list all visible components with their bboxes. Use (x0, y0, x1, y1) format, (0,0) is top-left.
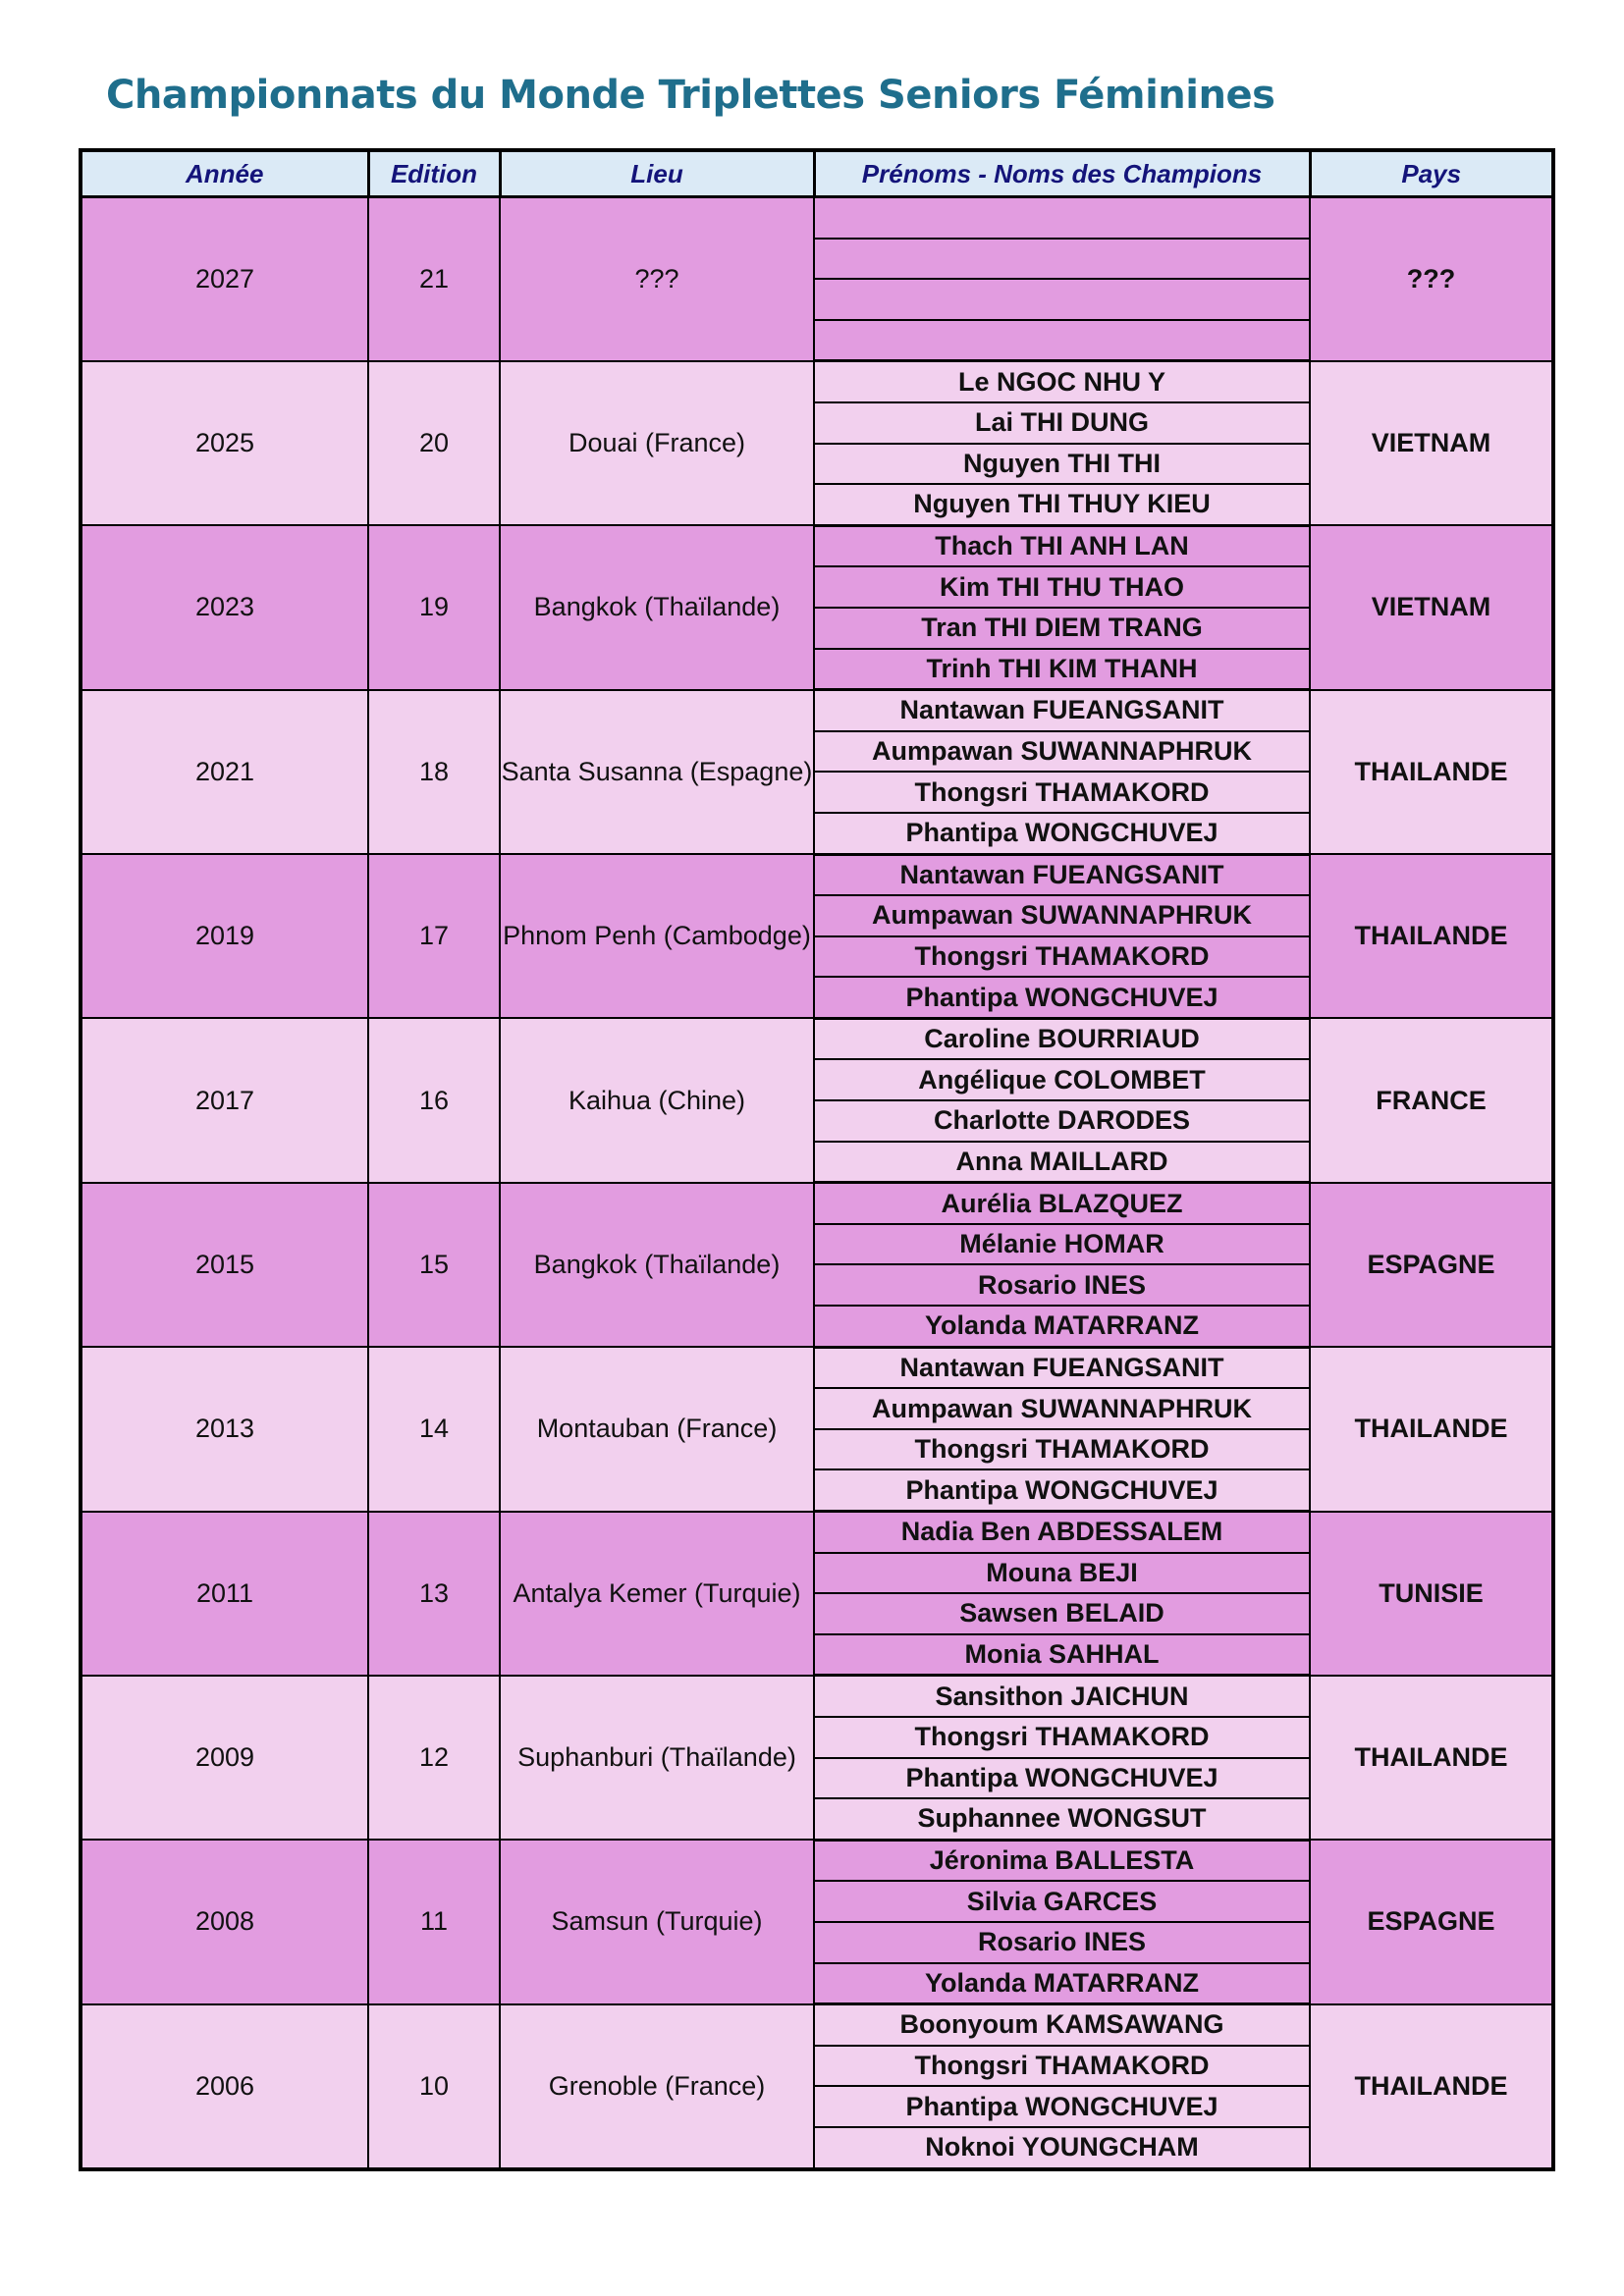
champion-name-cell (814, 320, 1310, 361)
champion-name-cell: Aumpawan SUWANNAPHRUK (814, 1388, 1310, 1429)
place-cell: Santa Susanna (Espagne) (500, 690, 814, 854)
champion-name-cell: Caroline BOURRIAUD (814, 1018, 1310, 1059)
champion-name-cell: Mouna BEJI (814, 1553, 1310, 1594)
year-cell: 2009 (81, 1676, 368, 1840)
year-cell: 2025 (81, 361, 368, 525)
year-cell: 2015 (81, 1183, 368, 1347)
champion-name-cell: Thongsri THAMAKORD (814, 1429, 1310, 1470)
champion-name-cell: Thongsri THAMAKORD (814, 2046, 1310, 2087)
edition-cell: 18 (368, 690, 500, 854)
header-place: Lieu (500, 150, 814, 197)
year-cell: 2006 (81, 2004, 368, 2169)
champion-name-cell: Noknoi YOUNGCHAM (814, 2127, 1310, 2169)
champion-name-cell: Boonyoum KAMSAWANG (814, 2004, 1310, 2046)
edition-cell: 21 (368, 197, 500, 361)
year-cell: 2008 (81, 1840, 368, 2003)
champion-name-cell: Rosario INES (814, 1922, 1310, 1963)
table-row (81, 2004, 1553, 2046)
country-cell: THAILANDE (1310, 1347, 1553, 1511)
champion-name-cell (814, 279, 1310, 320)
edition-cell: 20 (368, 361, 500, 525)
champion-name-cell: Nantawan FUEANGSANIT (814, 1347, 1310, 1388)
country-cell: FRANCE (1310, 1018, 1553, 1182)
header-row (81, 150, 1553, 197)
place-cell: Phnom Penh (Cambodge) (500, 854, 814, 1018)
champion-name-cell: Nguyen THI THUY KIEU (814, 484, 1310, 525)
champion-name-cell: Yolanda MATARRANZ (814, 1963, 1310, 2004)
champion-name-cell (814, 197, 1310, 239)
table-row (81, 1840, 1553, 1881)
year-cell: 2013 (81, 1347, 368, 1511)
champion-name-cell (814, 239, 1310, 280)
champion-name-cell: Phantipa WONGCHUVEJ (814, 2086, 1310, 2127)
champion-name-cell: Rosario INES (814, 1264, 1310, 1306)
champion-name-cell: Angélique COLOMBET (814, 1059, 1310, 1100)
table-body (81, 197, 1553, 2169)
place-cell: Douai (France) (500, 361, 814, 525)
champion-name-cell: Yolanda MATARRANZ (814, 1306, 1310, 1347)
edition-cell: 17 (368, 854, 500, 1018)
place-cell: ??? (500, 197, 814, 361)
table-row (81, 1347, 1553, 1388)
champions-table (79, 148, 1555, 2171)
country-cell: ESPAGNE (1310, 1840, 1553, 2003)
champion-name-cell: Silvia GARCES (814, 1881, 1310, 1922)
champion-name-cell: Tran THI DIEM TRANG (814, 608, 1310, 649)
country-cell: THAILANDE (1310, 854, 1553, 1018)
champion-name-cell: Thongsri THAMAKORD (814, 936, 1310, 978)
year-cell: 2019 (81, 854, 368, 1018)
table-row (81, 1018, 1553, 1059)
champion-name-cell: Jéronima BALLESTA (814, 1840, 1310, 1881)
edition-cell: 11 (368, 1840, 500, 2003)
edition-cell: 10 (368, 2004, 500, 2169)
table-row (81, 690, 1553, 731)
header-year: Année (81, 150, 368, 197)
champion-name-cell: Phantipa WONGCHUVEJ (814, 1758, 1310, 1799)
champion-name-cell: Thongsri THAMAKORD (814, 1717, 1310, 1758)
champion-name-cell: Nantawan FUEANGSANIT (814, 854, 1310, 895)
champion-name-cell: Thongsri THAMAKORD (814, 772, 1310, 813)
edition-cell: 12 (368, 1676, 500, 1840)
champion-name-cell: Thach THI ANH LAN (814, 525, 1310, 566)
country-cell: VIETNAM (1310, 361, 1553, 525)
edition-cell: 15 (368, 1183, 500, 1347)
champion-name-cell: Trinh THI KIM THANH (814, 649, 1310, 690)
champion-name-cell: Nantawan FUEANGSANIT (814, 690, 1310, 731)
country-cell: THAILANDE (1310, 2004, 1553, 2169)
champion-name-cell: Le NGOC NHU Y (814, 361, 1310, 402)
year-cell: 2021 (81, 690, 368, 854)
country-cell: THAILANDE (1310, 1676, 1553, 1840)
place-cell: Kaihua (Chine) (500, 1018, 814, 1182)
table-row (81, 1183, 1553, 1224)
champion-name-cell: Lai THI DUNG (814, 402, 1310, 444)
country-cell: VIETNAM (1310, 525, 1553, 689)
champion-name-cell: Phantipa WONGCHUVEJ (814, 1469, 1310, 1511)
place-cell: Samsun (Turquie) (500, 1840, 814, 2003)
header-edition: Edition (368, 150, 500, 197)
country-cell: ??? (1310, 197, 1553, 361)
year-cell: 2023 (81, 525, 368, 689)
champion-name-cell: Phantipa WONGCHUVEJ (814, 813, 1310, 854)
table-row (81, 1676, 1553, 1717)
place-cell: Suphanburi (Thaïlande) (500, 1676, 814, 1840)
year-cell: 2017 (81, 1018, 368, 1182)
champion-name-cell: Aurélia BLAZQUEZ (814, 1183, 1310, 1224)
edition-cell: 13 (368, 1512, 500, 1676)
country-cell: THAILANDE (1310, 690, 1553, 854)
header-champions: Prénoms - Noms des Champions (814, 150, 1310, 197)
country-cell: ESPAGNE (1310, 1183, 1553, 1347)
table-row (81, 197, 1553, 239)
champion-name-cell: Sansithon JAICHUN (814, 1676, 1310, 1717)
champion-name-cell: Anna MAILLARD (814, 1142, 1310, 1183)
champion-name-cell: Aumpawan SUWANNAPHRUK (814, 731, 1310, 773)
champion-name-cell: Phantipa WONGCHUVEJ (814, 977, 1310, 1018)
champion-name-cell: Kim THI THU THAO (814, 566, 1310, 608)
table-row (81, 854, 1553, 895)
champion-name-cell: Nadia Ben ABDESSALEM (814, 1512, 1310, 1553)
champion-name-cell: Monia SAHHAL (814, 1634, 1310, 1676)
table-row (81, 1512, 1553, 1553)
place-cell: Grenoble (France) (500, 2004, 814, 2169)
champion-name-cell: Charlotte DARODES (814, 1100, 1310, 1142)
edition-cell: 14 (368, 1347, 500, 1511)
table-row (81, 525, 1553, 566)
header-country: Pays (1310, 150, 1553, 197)
edition-cell: 19 (368, 525, 500, 689)
place-cell: Bangkok (Thaïlande) (500, 525, 814, 689)
champion-name-cell: Nguyen THI THI (814, 444, 1310, 485)
table-row (81, 361, 1553, 402)
year-cell: 2011 (81, 1512, 368, 1676)
champion-name-cell: Aumpawan SUWANNAPHRUK (814, 895, 1310, 936)
place-cell: Bangkok (Thaïlande) (500, 1183, 814, 1347)
edition-cell: 16 (368, 1018, 500, 1182)
champion-name-cell: Suphannee WONGSUT (814, 1798, 1310, 1840)
page-title: Championnats du Monde Triplettes Seniors Féminines (106, 73, 1275, 118)
place-cell: Antalya Kemer (Turquie) (500, 1512, 814, 1676)
year-cell: 2027 (81, 197, 368, 361)
champion-name-cell: Sawsen BELAID (814, 1593, 1310, 1634)
country-cell: TUNISIE (1310, 1512, 1553, 1676)
champion-name-cell: Mélanie HOMAR (814, 1224, 1310, 1265)
place-cell: Montauban (France) (500, 1347, 814, 1511)
